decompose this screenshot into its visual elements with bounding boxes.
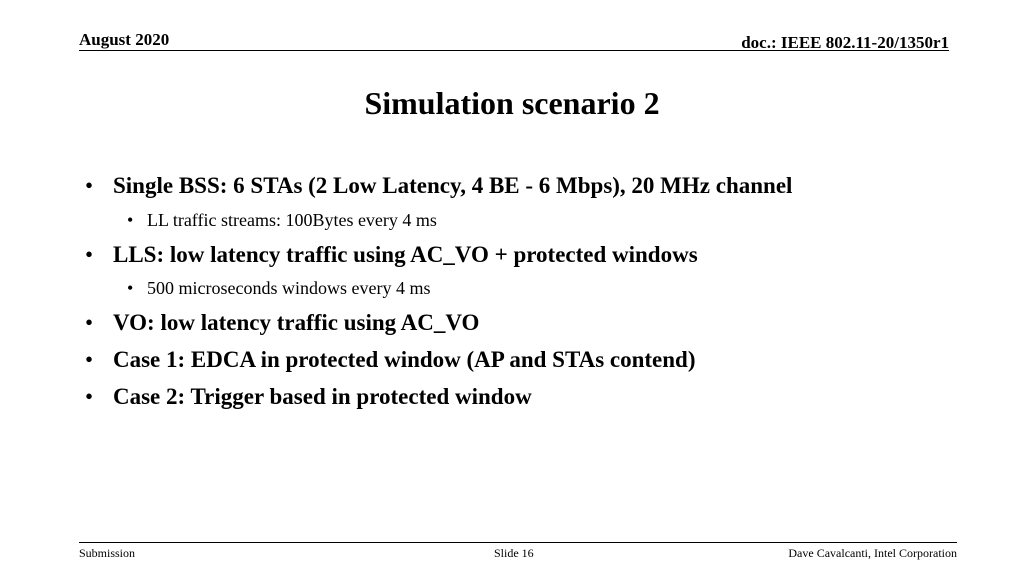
- bullet-text: VO: low latency traffic using AC_VO: [113, 310, 480, 335]
- bullet-text: Single BSS: 6 STAs (2 Low Latency, 4 BE - 6 Mbps), 20 MHz channel: [113, 173, 793, 198]
- header-document-id: doc.: IEEE 802.11-20/1350r1: [741, 33, 949, 52]
- bullet-item-lls: [85, 237, 698, 273]
- bullet-item-single-bss: [85, 168, 793, 204]
- bullet-icon: •: [127, 278, 134, 298]
- sub-bullet-item-windows: [127, 274, 431, 302]
- bullet-icon: •: [85, 310, 94, 335]
- bullet-text: Case 2: Trigger based in protected window: [113, 384, 532, 409]
- slide-title: Simulation scenario 2: [364, 85, 660, 121]
- bullet-icon: •: [127, 210, 134, 230]
- footer-author: Dave Cavalcanti, Intel Corporation: [788, 546, 957, 560]
- bullet-text: LLS: low latency traffic using AC_VO + protected windows: [113, 242, 698, 267]
- bullet-icon: •: [85, 242, 94, 267]
- bullet-text: 500 microseconds windows every 4 ms: [147, 278, 431, 298]
- footer-submission: Submission: [79, 546, 136, 560]
- footer-divider: [79, 542, 957, 543]
- bullet-item-case-2: [85, 379, 532, 415]
- bullet-icon: •: [85, 384, 94, 409]
- header-date: August 2020: [79, 30, 170, 49]
- bullet-icon: •: [85, 173, 94, 198]
- bullet-item-case-1: [85, 342, 696, 378]
- bullet-item-vo: [85, 305, 480, 341]
- bullet-text: Case 1: EDCA in protected window (AP and STAs contend): [113, 347, 696, 372]
- header-divider: [79, 50, 949, 51]
- bullet-icon: •: [85, 347, 94, 372]
- footer-slide-number: Slide 16: [494, 546, 534, 560]
- sub-bullet-item-ll-traffic: [127, 206, 437, 234]
- bullet-text: LL traffic streams: 100Bytes every 4 ms: [147, 210, 437, 230]
